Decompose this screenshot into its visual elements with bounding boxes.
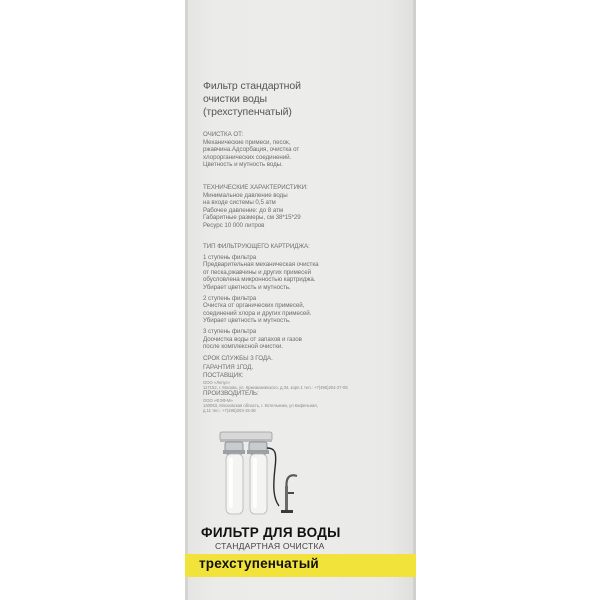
specs-line: Ресурс 10 000 литров — [203, 221, 265, 229]
stage1-line: Предварительная механическая очистка — [203, 261, 319, 269]
background-right — [416, 0, 600, 600]
cleaning-line: Механические примеси, песок, — [203, 138, 291, 146]
cleaning-line: хлорорганических соединений. — [203, 153, 292, 161]
supplier-line: 117152, г. Москва, ул. Кржижановского, д.34, корп.1 тел.: +7(495)204-27-06 — [203, 385, 348, 391]
cleaning-block — [203, 131, 299, 169]
box-edge-left — [185, 0, 188, 600]
stage3-line: Доочистка воды от запахов и газов — [203, 335, 302, 343]
cleaning-heading: ОЧИСТКА ОТ: — [203, 131, 244, 138]
product-title — [203, 80, 301, 119]
supplier-details — [203, 380, 348, 390]
title-line: (трехступенчатый) — [203, 106, 292, 118]
warranty: ГАРАНТИЯ 1ГОД. — [203, 364, 254, 372]
stage1-line: Убирает цветность и мутность. — [203, 283, 291, 291]
specs-heading: ТЕХНИЧЕСКИЕ ХАРАКТЕРИСТИКИ: — [203, 184, 308, 191]
stage3-line: 3 ступень фильтра — [203, 327, 257, 335]
manufacturer-heading: ПРОИЗВОДИТЕЛЬ: — [203, 390, 259, 397]
cartridge-block — [203, 243, 319, 380]
specs-line: Минимальное давление воды — [203, 191, 288, 199]
stage2-line: Убирает цветность и мутность. — [203, 317, 291, 325]
service-life: СРОК СЛУЖБЫ 3 ГОДА. — [203, 354, 273, 362]
cleaning-line: ржавчина.Адсорбация, очистка от — [203, 146, 300, 154]
specs-line: Рабочее давление: до 8 атм — [203, 206, 284, 214]
specs-block — [203, 184, 308, 230]
stage2-line: 2 ступень фильтра — [203, 294, 257, 302]
stage1-line: 1 ступень фильтра — [203, 253, 257, 261]
manufacturer-line: 140053, Московская область, г. Котельники, ул.Кафельная, — [203, 403, 318, 409]
supplier-heading: ПОСТАВЩИК: — [203, 371, 244, 379]
water-filter-illustration — [215, 428, 305, 520]
accent-bar-text: трехступенчатый — [199, 556, 319, 571]
stage1-line: от песка,ржавчины и других примесей — [203, 268, 312, 276]
product-box — [185, 0, 416, 600]
manufacturer-line: ООО «ФЭФ-М» — [203, 398, 233, 403]
background-left — [0, 0, 185, 600]
stage3-line: после комплексной очистки. — [203, 343, 283, 351]
product-headline: ФИЛЬТР ДЛЯ ВОДЫ — [201, 525, 341, 540]
specs-line: на входе системы 0,5 атм — [203, 199, 276, 207]
manufacturer-details — [203, 398, 318, 414]
title-line: очистки воды — [203, 93, 267, 105]
product-subheadline: СТАНДАРТНАЯ ОЧИСТКА — [215, 541, 325, 551]
stage2-line: соединений хлора и других примесей. — [203, 309, 312, 317]
title-line: Фильтр стандартной — [203, 80, 301, 92]
manufacturer-line: д.11 тел.: +7(495)203-15-36 — [203, 408, 256, 414]
stage2-line: Очистка от органических примесей, — [203, 302, 305, 310]
stage1-line: обусловлена микронностью картриджа. — [203, 276, 316, 284]
specs-line: Габаритные размеры, см 38*15*29 — [203, 214, 301, 222]
supplier-line: ООО «Лепус» — [203, 380, 231, 385]
cleaning-line: Цветность и мутность воды. — [203, 161, 283, 169]
cartridge-heading: ТИП ФИЛЬТРУЮЩЕГО КАРТРИДЖА: — [203, 243, 310, 250]
box-edge-right — [413, 0, 416, 600]
